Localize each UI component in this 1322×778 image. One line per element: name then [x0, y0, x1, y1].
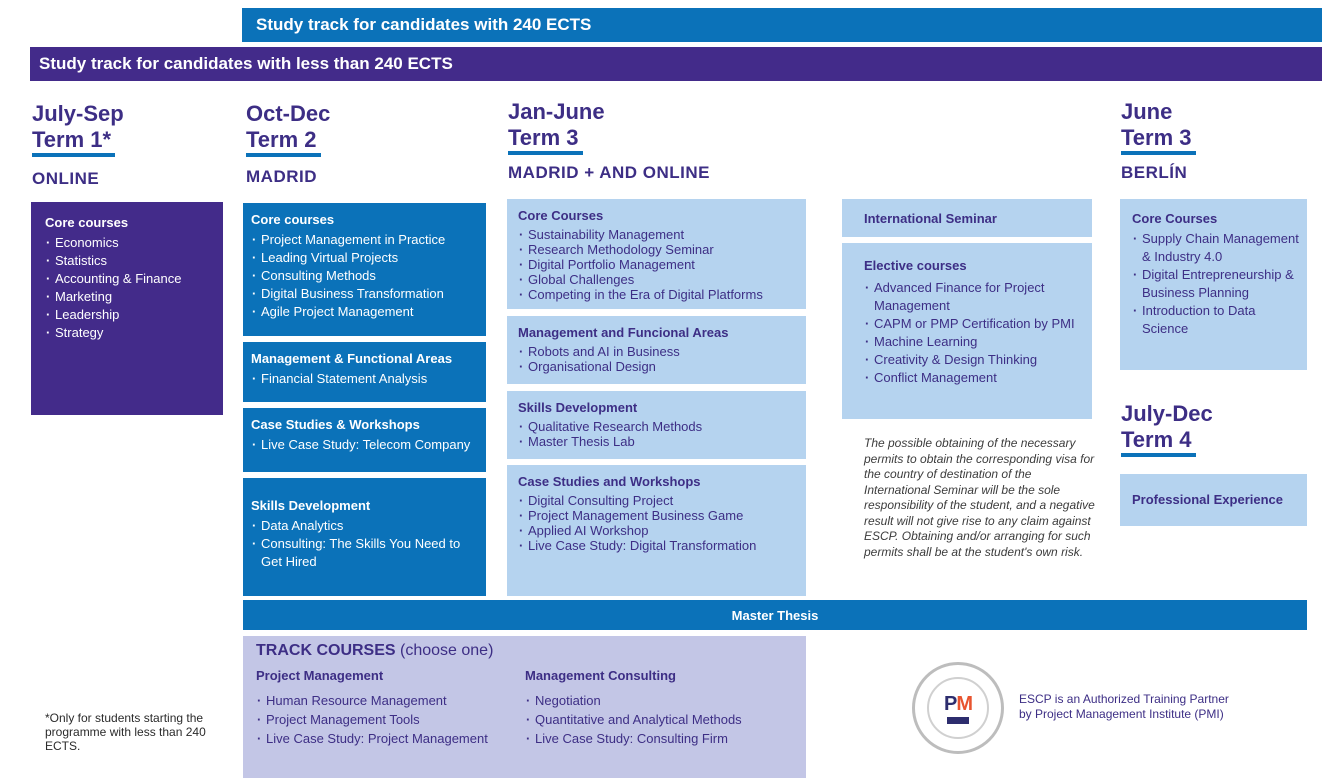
pmi-badge-inner: [927, 677, 989, 739]
term3-dates: Jan-June: [508, 99, 605, 124]
list-item: · Conflict Management: [864, 369, 1084, 387]
list-item: · Digital Consulting Project: [518, 493, 798, 508]
term1-core-title: Core courses: [45, 215, 129, 230]
list-item: · CAPM or PMP Certification by PMI: [864, 315, 1084, 333]
pmi-line1: ESCP is an Authorized Training Partner: [1019, 692, 1229, 706]
elective-courses-box: [842, 243, 1092, 419]
list-item: · Live Case Study: Project Management: [256, 729, 488, 748]
list-item: · Financial Statement Analysis: [251, 370, 478, 388]
term4-header: [1121, 401, 1213, 457]
list-item: · Statistics: [45, 252, 215, 270]
term4-dates: July-Dec: [1121, 401, 1213, 426]
list-item: · Global Challenges: [518, 272, 798, 287]
term3-name: Term 3: [508, 125, 583, 155]
professional-experience-title: Professional Experience: [1132, 492, 1284, 507]
master-thesis-bar: [243, 600, 1307, 630]
list-item: · Leading Virtual Projects: [251, 249, 478, 267]
list-item: · Digital Entrepreneurship & Business Planning: [1132, 266, 1299, 302]
pmi-logo-bar: [947, 717, 969, 724]
term1-location: ONLINE: [32, 169, 100, 188]
track-mc-title: Management Consulting: [525, 668, 676, 683]
list-item: · Supply Chain Management & Industry 4.0: [1132, 230, 1299, 266]
list-item: · Economics: [45, 234, 215, 252]
pmi-logo-mark: [944, 693, 972, 716]
term2-name: Term 2: [246, 127, 321, 157]
list-item: · Live Case Study: Telecom Company: [251, 436, 478, 454]
term3-location: MADRID + AND ONLINE: [508, 163, 711, 182]
pmi-logo-m: M: [956, 692, 972, 715]
term2-header: [246, 101, 330, 187]
list-item: · Applied AI Workshop: [518, 523, 798, 538]
term2-dates: Oct-Dec: [246, 101, 331, 126]
berlin-core-box: [1120, 199, 1307, 370]
international-seminar-title: International Seminar: [864, 211, 997, 226]
term3-skills-box: [507, 391, 806, 459]
term3-header: [508, 99, 710, 183]
list-item: · Live Case Study: Consulting Firm: [525, 729, 742, 748]
pmi-line2: by Project Management Institute (PMI): [1019, 707, 1224, 721]
list-item: · Leadership: [45, 306, 215, 324]
term3-cases-title: Case Studies and Workshops: [518, 474, 701, 489]
term2-skills-title: Skills Development: [251, 498, 371, 513]
list-item: · Introduction to Data Science: [1132, 302, 1299, 338]
term2-mgmt-title: Management & Functional Areas: [251, 351, 453, 366]
list-item: · Digital Portfolio Management: [518, 257, 798, 272]
list-item: · Consulting Methods: [251, 267, 478, 285]
term1-name: Term 1*: [32, 127, 115, 157]
term1-core-list: [45, 234, 215, 342]
list-item: · Negotiation: [525, 691, 742, 710]
list-item: · Agile Project Management: [251, 303, 478, 321]
term2-core-box: [243, 203, 486, 336]
list-item: · Organisational Design: [518, 359, 798, 374]
pmi-logo-p: P: [943, 692, 957, 715]
track-courses-title: [256, 642, 793, 660]
term2-cases-box: [243, 408, 486, 472]
banner-less-label: Study track for candidates with less than 240 ECTS: [39, 54, 453, 73]
list-item: · Human Resource Management: [256, 691, 488, 710]
list-item: · Digital Business Transformation: [251, 285, 478, 303]
term3-mgmt-box: [507, 316, 806, 384]
track-subtitle-text: (choose one): [400, 642, 494, 659]
term3-mgmt-title: Management and Funcional Areas: [518, 325, 729, 340]
term1-header: [32, 101, 124, 189]
term3-cases-box: [507, 465, 806, 596]
berlin-name: Term 3: [1121, 125, 1196, 155]
list-item: · Marketing: [45, 288, 215, 306]
list-item: · Machine Learning: [864, 333, 1084, 351]
berlin-core-title: Core Courses: [1132, 211, 1218, 226]
term2-skills-box: [243, 478, 486, 596]
international-seminar-box: [842, 199, 1092, 237]
banner-less-240-ects: [30, 47, 1322, 81]
track-title-text: TRACK COURSES: [256, 642, 396, 659]
term3-core-box: [507, 199, 806, 309]
elective-courses-title: Elective courses: [864, 258, 967, 273]
term1-core-box: [31, 202, 223, 415]
list-item: · Project Management in Practice: [251, 231, 478, 249]
track-pm-title: Project Management: [256, 668, 384, 683]
list-item: · Qualitative Research Methods: [518, 419, 798, 434]
list-item: · Consulting: The Skills You Need to Get Hired: [251, 535, 478, 571]
list-item: · Project Management Business Game: [518, 508, 798, 523]
master-thesis-label: Master Thesis: [731, 607, 819, 623]
list-item: · Quantitative and Analytical Methods: [525, 710, 742, 729]
term2-cases-title: Case Studies & Workshops: [251, 417, 420, 432]
berlin-header: [1121, 99, 1196, 183]
berlin-dates: June: [1121, 99, 1173, 124]
list-item: · Project Management Tools: [256, 710, 488, 729]
pmi-partner-text: [1019, 692, 1229, 722]
list-item: · Strategy: [45, 324, 215, 342]
term3-skills-title: Skills Development: [518, 400, 638, 415]
berlin-location: BERLÍN: [1121, 163, 1188, 182]
track-project-management: [256, 668, 488, 748]
term1-dates: July-Sep: [32, 101, 124, 126]
list-item: · Data Analytics: [251, 517, 478, 535]
pmi-badge-logo: [912, 662, 1004, 754]
term3-core-title: Core Courses: [518, 208, 604, 223]
term2-core-title: Core courses: [251, 212, 335, 227]
term2-mgmt-box: [243, 342, 486, 402]
list-item: · Accounting & Finance: [45, 270, 215, 288]
list-item: · Robots and AI in Business: [518, 344, 798, 359]
footnote: *Only for students starting the programme with less than 240 ECTS.: [45, 711, 206, 753]
track-management-consulting: [525, 668, 742, 748]
list-item: · Live Case Study: Digital Transformation: [518, 538, 798, 553]
list-item: · Creativity & Design Thinking: [864, 351, 1084, 369]
list-item: · Research Methodology Seminar: [518, 242, 798, 257]
list-item: · Sustainability Management: [518, 227, 798, 242]
track-courses-box: [243, 636, 806, 778]
visa-disclaimer-note: The possible obtaining of the necessary permits to obtain the corresponding visa for the country of destination of the International Seminar will be the sole responsibility of the student, and a negative result will not give rise to any claim against ESCP. Obtaining and/or arranging for such permits shall be at the student's own risk.: [864, 436, 1095, 559]
banner-240-ects: [242, 8, 1322, 42]
term4-name: Term 4: [1121, 427, 1196, 457]
professional-experience-box: [1120, 474, 1307, 526]
list-item: · Advanced Finance for Project Management: [864, 279, 1084, 315]
term2-location: MADRID: [246, 167, 317, 186]
list-item: · Competing in the Era of Digital Platforms: [518, 287, 798, 302]
list-item: · Master Thesis Lab: [518, 434, 798, 449]
banner-240-label: Study track for candidates with 240 ECTS: [256, 15, 592, 34]
